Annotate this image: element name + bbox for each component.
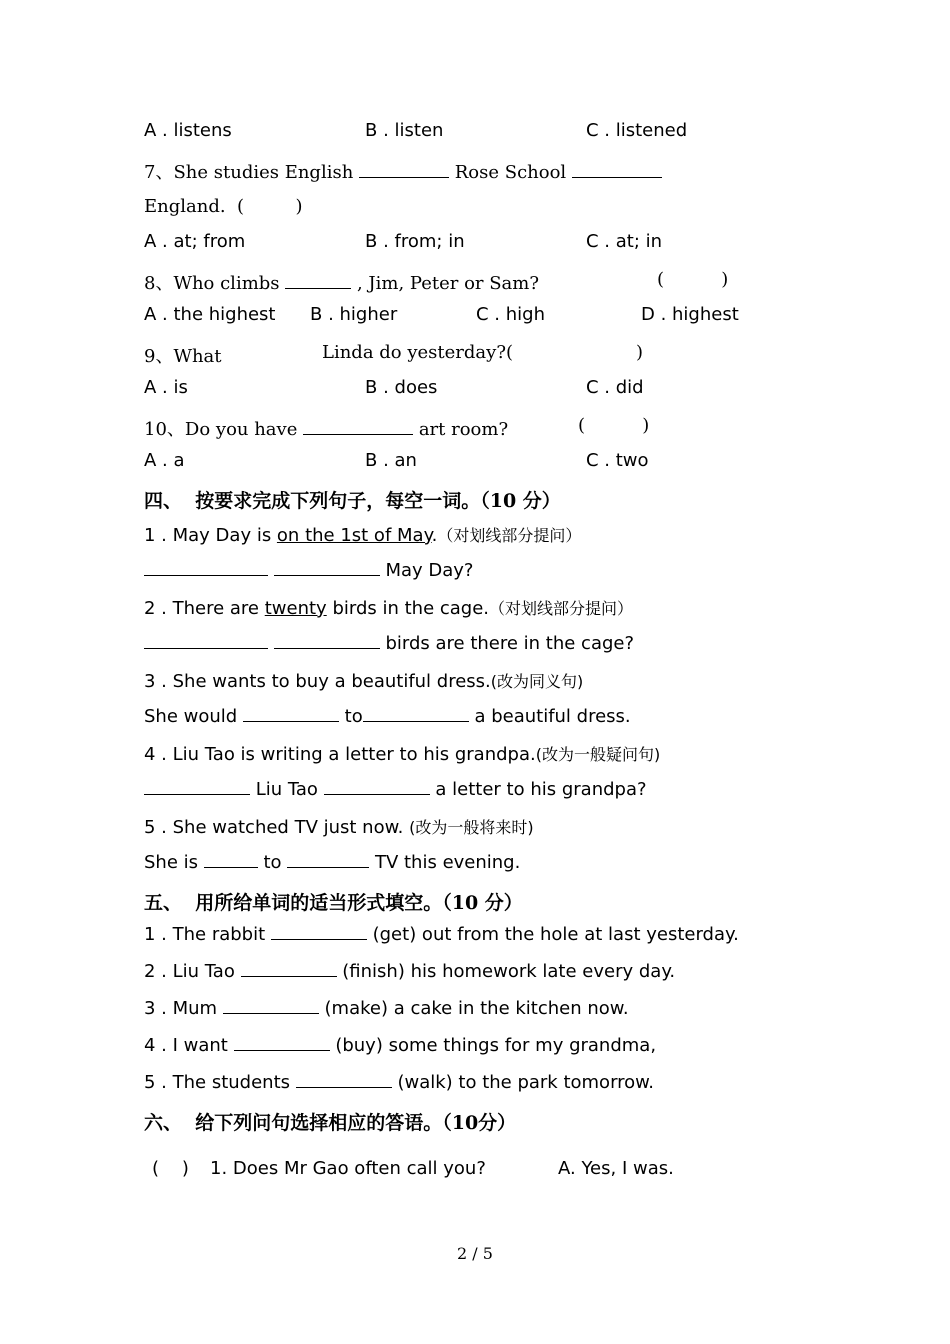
q10-text-a: 10、Do you have <box>144 419 304 440</box>
q6-option-c: C . listened <box>586 120 688 141</box>
sec4-item-5 <box>144 815 534 838</box>
sec4-item-1-answer-text: May Day? <box>379 560 474 581</box>
sec4-item-4-answer-b: Liu Tao <box>250 779 324 800</box>
sec4-item-5-note: (改为一般将来时) <box>409 818 534 837</box>
q8-option-a: A . the highest <box>144 304 276 325</box>
sec4-item-1-text: 1 . May Day is <box>144 525 277 546</box>
sec5-item-1-blank[interactable] <box>271 925 367 940</box>
sec4-item-4-answer <box>144 779 647 800</box>
q8-question <box>144 269 539 295</box>
q7-question-line2: England. ( ) <box>144 196 303 217</box>
sec5-item-5-blank[interactable] <box>296 1073 392 1088</box>
q8-text-b: , Jim, Peter or Sam? <box>351 273 540 294</box>
sec5-item-5-text-b: (walk) to the park tomorrow. <box>391 1072 654 1093</box>
sec6-q1-answer-paren[interactable]: ( ) <box>152 1158 189 1179</box>
sec4-item-2-text-b: birds in the cage. <box>326 598 490 619</box>
sec5-item-3-text-b: (make) a cake in the kitchen now. <box>318 998 629 1019</box>
q10-blank[interactable] <box>303 420 413 435</box>
sec4-item-1 <box>144 523 581 546</box>
q7-option-c: C . at; in <box>586 231 663 252</box>
sec5-item-2-blank[interactable] <box>241 962 337 977</box>
q10-question <box>144 415 508 441</box>
sec4-item-1-underlined: on the 1st of May <box>276 525 432 546</box>
page-number: 2 / 5 <box>457 1244 493 1263</box>
sec4-item-1-period: . <box>431 525 438 546</box>
sec5-item-4-text: 4 . I want <box>144 1035 234 1056</box>
q8-text-a: 8、Who climbs <box>144 273 286 294</box>
q7-option-a: A . at; from <box>144 231 246 252</box>
sec4-item-1-answer <box>144 560 474 581</box>
sec4-item-2-answer <box>144 633 634 654</box>
sec4-item-4-blank-1[interactable] <box>144 780 250 795</box>
sec4-item-3 <box>144 669 583 692</box>
q7-option-b: B . from; in <box>365 231 465 252</box>
sec4-item-5-answer-c: TV this evening. <box>369 852 521 873</box>
q8-blank[interactable] <box>285 274 351 289</box>
sec4-item-2-text: 2 . There are <box>144 598 265 619</box>
section-4-title: 四、 按要求完成下列句子，每空一词。（10 分） <box>144 490 561 512</box>
q7-blank-1[interactable] <box>359 163 449 178</box>
sec4-item-5-answer-b: to <box>257 852 288 873</box>
sec4-item-3-text: 3 . She wants to buy a beautiful dress. <box>144 671 491 692</box>
sec4-item-4-answer-c: a letter to his grandpa? <box>429 779 647 800</box>
sec4-item-3-answer <box>144 706 631 727</box>
sec5-item-1-text-b: (get) out from the hole at last yesterday. <box>366 924 739 945</box>
section-6-title: 六、 给下列问句选择相应的答语。（10分） <box>144 1112 517 1134</box>
q7-blank-2[interactable] <box>572 163 662 178</box>
q6-option-a: A . listens <box>144 120 232 141</box>
sec4-item-2-blank-1[interactable] <box>144 634 268 649</box>
sec5-item-5 <box>144 1072 654 1093</box>
sec5-item-3 <box>144 998 629 1019</box>
q9-option-c: C . did <box>586 377 644 398</box>
q8-answer-paren[interactable]: ( ) <box>657 269 729 290</box>
sec4-item-5-blank-2[interactable] <box>287 853 369 868</box>
sec4-item-3-blank-2[interactable] <box>363 707 469 722</box>
q9-text-b: Linda do yesterday?( <box>322 342 514 363</box>
sec4-item-2-underlined: twenty <box>264 598 327 619</box>
q9-option-b: B . does <box>365 377 438 398</box>
sec4-item-3-answer-b: to <box>338 706 363 727</box>
sec4-item-4-text: 4 . Liu Tao is writing a letter to his grandpa. <box>144 744 536 765</box>
q7-question-line1 <box>144 158 662 184</box>
q6-option-b: B . listen <box>365 120 444 141</box>
q10-option-c: C . two <box>586 450 649 471</box>
sec5-item-2-text: 2 . Liu Tao <box>144 961 241 982</box>
q10-option-b: B . an <box>365 450 417 471</box>
sec5-item-3-text: 3 . Mum <box>144 998 223 1019</box>
q10-option-a: A . a <box>144 450 185 471</box>
sec4-item-1-blank-1[interactable] <box>144 561 268 576</box>
sec4-item-3-blank-1[interactable] <box>243 707 339 722</box>
sec5-item-3-blank[interactable] <box>223 999 319 1014</box>
sec5-item-2-text-b: (finish) his homework late every day. <box>336 961 676 982</box>
q9-text-a: 9、What <box>144 346 222 367</box>
sec6-q1-option-a: A. Yes, I was. <box>558 1158 674 1179</box>
q8-option-d: D . highest <box>641 304 739 325</box>
sec4-item-2-note: （对划线部分提问） <box>489 599 634 618</box>
sec4-item-5-blank-1[interactable] <box>204 853 258 868</box>
q9-paren-close: ) <box>636 342 644 363</box>
sec5-item-4 <box>144 1035 656 1056</box>
sec5-item-2 <box>144 961 675 982</box>
q10-text-b: art room? <box>413 419 509 440</box>
sec4-item-3-answer-c: a beautiful dress. <box>468 706 631 727</box>
sec4-item-3-note: (改为同义句) <box>490 672 584 691</box>
q10-answer-paren[interactable]: ( ) <box>578 415 650 436</box>
q8-option-c: C . high <box>476 304 545 325</box>
sec4-item-5-text: 5 . She watched TV just now. <box>144 817 410 838</box>
sec6-q1-question: 1. Does Mr Gao often call you? <box>210 1158 486 1179</box>
section-5-title: 五、 用所给单词的适当形式填空。（10 分） <box>144 892 523 914</box>
q8-option-b: B . higher <box>310 304 398 325</box>
sec4-item-4-blank-2[interactable] <box>324 780 430 795</box>
sec4-item-4 <box>144 742 660 765</box>
sec5-item-1 <box>144 924 739 945</box>
sec4-item-5-answer-a: She is <box>144 852 204 873</box>
q7-text-a: 7、She studies English <box>144 162 360 183</box>
sec4-item-3-answer-a: She would <box>144 706 243 727</box>
q9-option-a: A . is <box>144 377 188 398</box>
sec4-item-1-note: （对划线部分提问） <box>437 526 582 545</box>
sec5-item-4-text-b: (buy) some things for my grandma, <box>329 1035 657 1056</box>
sec5-item-5-text: 5 . The students <box>144 1072 296 1093</box>
sec5-item-4-blank[interactable] <box>234 1036 330 1051</box>
sec5-item-1-text: 1 . The rabbit <box>144 924 271 945</box>
sec4-item-4-note: (改为一般疑问句) <box>535 745 661 764</box>
sec4-item-2 <box>144 596 633 619</box>
sec4-item-1-blank-2[interactable] <box>274 561 380 576</box>
sec4-item-2-blank-2[interactable] <box>274 634 380 649</box>
sec4-item-2-answer-text: birds are there in the cage? <box>379 633 635 654</box>
sec4-item-5-answer <box>144 852 520 873</box>
q7-text-b: Rose School <box>449 162 572 183</box>
